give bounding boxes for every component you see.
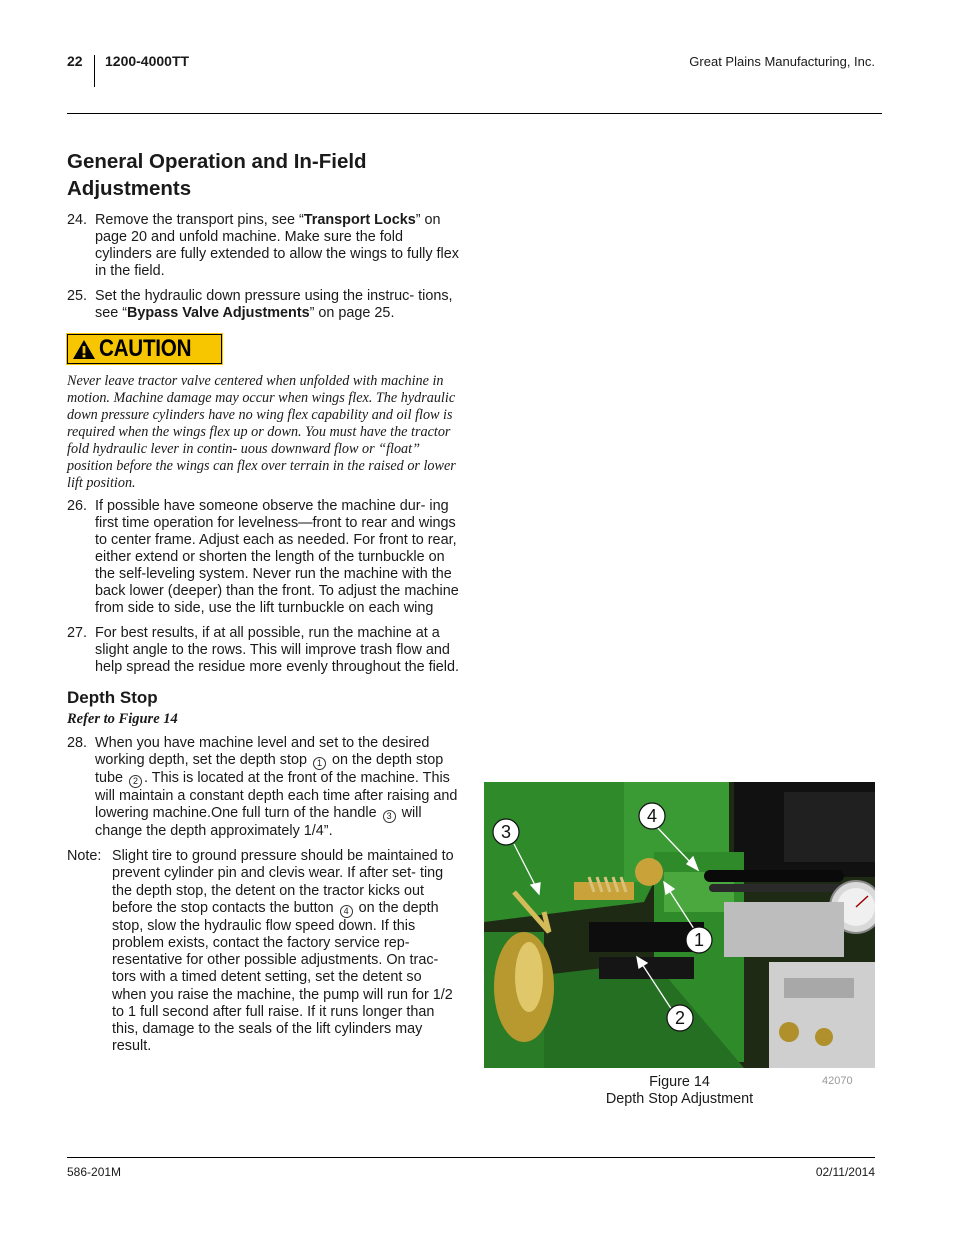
- step-28: 28. When you have machine level and set to the desired working depth, set the depth stop 1 on the depth stop tube 2 . This is located at the front of the machine. This will maintain a constant depth each time after raising and lowering machine.One full turn of the handle 3 will change the depth approximately 1/4”.: [67, 735, 458, 840]
- header-rule: [67, 113, 882, 114]
- figure-caption: Depth Stop Adjustment: [605, 1091, 754, 1107]
- main-column: [67, 148, 459, 1055]
- company-name: Great Plains Manufacturing, Inc.: [689, 54, 875, 69]
- figure-label: Figure 14: [649, 1074, 710, 1090]
- caution-badge: [67, 334, 222, 364]
- section-title: General Operation and In-Field Adjustments: [67, 150, 367, 200]
- step-27: 27. For best results, if at all possible, run the machine at a slight angle to the rows. This will improve trash flow and help spread the residue more evenly throughout the field.: [67, 625, 459, 676]
- bypass-valve-link[interactable]: Bypass Valve Adjustments: [127, 305, 310, 321]
- footer-rule: [67, 1157, 875, 1158]
- step-number: 24.: [67, 212, 88, 228]
- model-number: 1200-4000TT: [105, 53, 190, 69]
- callout-1-marker: 1: [313, 757, 326, 770]
- depth-stop-heading: Depth Stop: [67, 688, 158, 708]
- note-label: Note:: [67, 848, 102, 865]
- note: Note: Slight tire to ground pressure should be maintained to prevent cylinder pin and clevis wear. If after set- ting the depth stop, the detent on the tractor kicks out before the stop contacts the button 4 on the depth stop, slow the hydraulic flow speed down. If this problem exists, contact the factory service rep- resentative for other possible adjustments. On trac- tors with a timed detent setting, set the detent so when you raise the machine, the pump will run for 1/2 to 1 full second after full raise. If it runs longer than this, damage to the seals of the lift cylinders may result.: [67, 848, 454, 1055]
- photo-callout-4: 4: [646, 806, 658, 826]
- doc-number: 586-201M: [67, 1165, 122, 1179]
- photo-callout-2: 2: [674, 1008, 686, 1028]
- caution-text: Never leave tractor valve centered when unfolded with machine in motion. Machine damage may occur when wings flex. The hydraulic down pressure cylinders have no wing flex capability and oil flow is required when the wings flex up or down. You must have the tractor fold hydraulic lever in contin- uous downward flow or “float” position before the wings can flex over terrain in the raised or lower lift position.: [67, 372, 456, 492]
- depth-stop-photo: [484, 782, 875, 1068]
- callout-2-marker: 2: [129, 775, 142, 788]
- transport-locks-link[interactable]: Transport Locks: [303, 212, 416, 228]
- header-divider: [94, 55, 95, 87]
- step-25: 25. Set the hydraulic down pressure using the instruc- tions, see “Bypass Valve Adjustments” on page 25.: [67, 288, 453, 321]
- step-number: 27.: [67, 625, 88, 642]
- callout-3-marker: 3: [383, 810, 396, 823]
- step-number: 28.: [67, 735, 88, 752]
- photo-callout-1: 1: [693, 930, 705, 950]
- step-number: 26.: [67, 498, 88, 515]
- figure-reference: Refer to Figure 14: [67, 711, 178, 728]
- step-26: 26. If possible have someone observe the machine dur- ing first time operation for levelness—front to rear and wings to center frame. Adjust each as needed. For front to rear, either extend or shorten the length of the turnbuckle on the self-leveling system. Never run the machine with the back lower (deeper) than the front. To adjust the machine from side to side, use the lift turnbuckle on each wing: [67, 498, 459, 617]
- caution-label: CAUTION: [99, 335, 192, 362]
- page-number: 22: [67, 53, 83, 69]
- photo-callout-3: 3: [500, 822, 512, 842]
- doc-date: 02/11/2014: [815, 1165, 875, 1179]
- step-number: 25.: [67, 288, 88, 304]
- warning-triangle-icon: [72, 339, 96, 360]
- figure-id: 42070: [822, 1075, 853, 1087]
- step-24: 24. Remove the transport pins, see “Transport Locks” on page 20 and unfold machine. Make sure the fold cylinders are fully extended to allow the wings to fully flex in the field.: [67, 212, 459, 279]
- callout-4-marker: 4: [340, 905, 353, 918]
